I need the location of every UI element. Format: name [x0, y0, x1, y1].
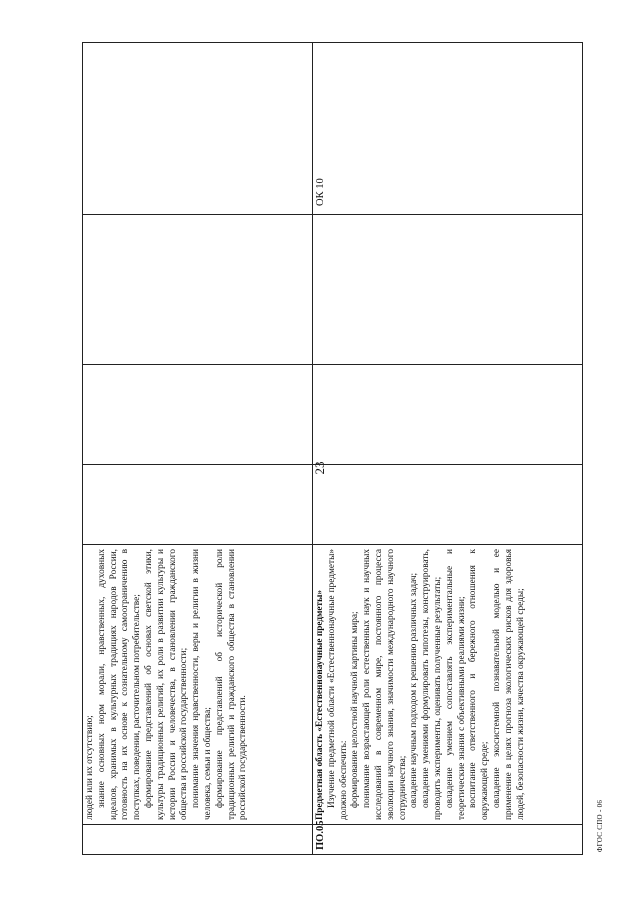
- empty-cell: [313, 365, 583, 465]
- text-line: овладение умением сопоставлять экспериментальные и теоретические знания с объективными реалиями жизни;: [444, 549, 467, 820]
- text-line: воспитание ответственного и бережного отношения к окружающей среде;: [468, 549, 491, 820]
- description-cell: [83, 545, 313, 825]
- competence-cell: [83, 43, 313, 215]
- text-line: овладение умениями формулировать гипотезы, конструировать, проводить эксперименты, оценивать полученные результаты;: [421, 549, 443, 820]
- table-row: [83, 43, 313, 855]
- text-line: понимание возрастающей роли естественных наук и научных исследований в современном мире, постоянного процесса эволюции научного знания, значимости международного научного сотрудничества;: [362, 549, 408, 820]
- text-line: людей или их отсутствию;: [85, 715, 95, 820]
- code-cell: ПО.05: [313, 825, 583, 855]
- text-line: формирование представлений об основах светской этики, культуры традиционных религий, их роли в развитии культуры и истории России и человечества, в становлении гражданского общества и российской государственности;: [143, 549, 190, 820]
- page-number: 23: [312, 461, 327, 475]
- text-line: овладение научным подходом к решению различных задач;: [409, 572, 420, 808]
- text-line: формирование представлений об исторической роли традиционных религий и гражданского общества в становлении российской государственности.: [214, 549, 249, 820]
- competence-cell: ОК 10: [313, 43, 583, 215]
- empty-cell: [313, 215, 583, 365]
- code-cell: [83, 825, 313, 855]
- empty-cell: [83, 465, 313, 545]
- document-footer: ФГОС СПО - 06: [596, 799, 604, 853]
- text-line: Изучение предметной области «Естественнонаучные предметы» должно обеспечить:: [326, 549, 349, 820]
- rotated-table-wrapper: [82, 178, 640, 855]
- text-line: овладение экосистемной познавательной моделью и ее применение в целях прогноза экологических рисков для здоровья людей, безопасности жизни, качества окружающей среды;: [491, 549, 526, 820]
- description-cell: [313, 545, 583, 825]
- requirements-table: [82, 42, 583, 855]
- text-line: формирование целостной научной картины мира;: [350, 611, 361, 808]
- empty-cell: [83, 215, 313, 365]
- empty-cell: [83, 365, 313, 465]
- empty-cell: [313, 465, 583, 545]
- section-heading: Предметная область «Естественнонаучные предметы»: [315, 590, 325, 820]
- table-row: [313, 43, 583, 855]
- text-line: понимание значения нравственности, веры и религии в жизни человека, семьи и общества;: [191, 549, 213, 820]
- text-line: знание основных норм морали, нравственных, духовных идеалов, хранимых в культурных традициях народов России, готовность на их основе к сознательному самоограничению в поступках, поведении, расточительном потребительстве;: [96, 549, 143, 820]
